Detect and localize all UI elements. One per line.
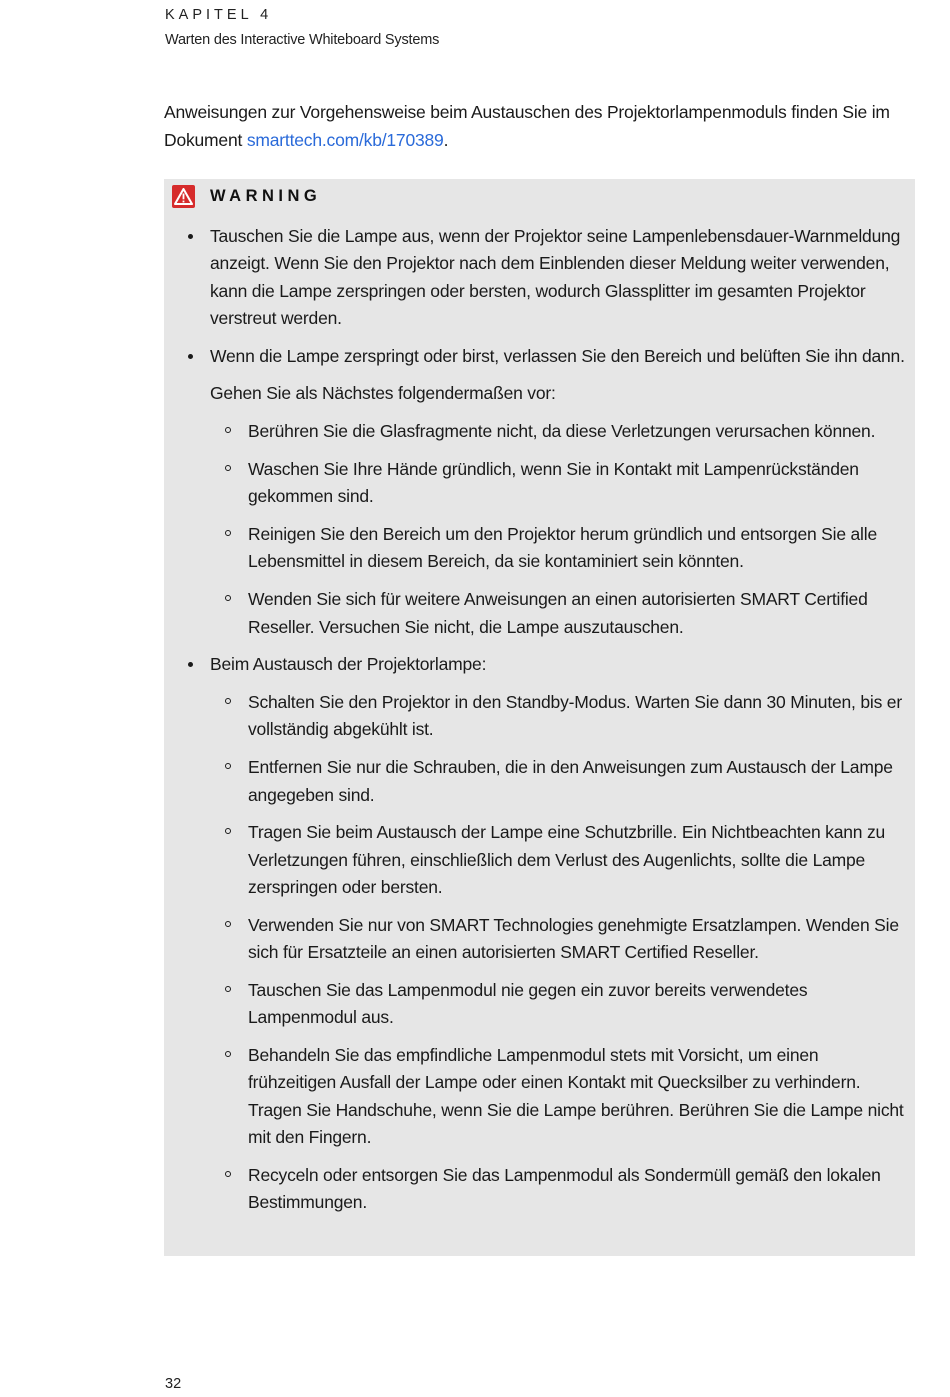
warning-note: Gehen Sie als Nächstes folgendermaßen vor: [210, 383, 556, 404]
warning-subitem [210, 754, 905, 809]
warning-title: WARNING [210, 187, 322, 205]
warning-item [164, 651, 915, 1216]
warning-subitem-text: Behandeln Sie das empfindliche Lampenmodul stets mit Vorsicht, um einen frühzeitigen Ausfall der Lampe oder einen Kontakt mit Quecksilber zu verhindern. Tragen Sie Handschuhe, wenn Sie die Lampe berühren. Berühren Sie die Lampe nicht mit den Fingern. [248, 1044, 904, 1147]
warning-subitem-text: Entfernen Sie nur die Schrauben, die in den Anweisungen zum Austausch der Lampe angegeben sind. [248, 757, 893, 805]
warning-content [164, 223, 915, 1227]
warning-triangle-icon [172, 185, 195, 208]
circle-bullet-icon [225, 427, 231, 433]
warning-subitem [210, 689, 905, 744]
chapter-title: Warten des Interactive Whiteboard Systems [165, 32, 440, 48]
intro-paragraph [164, 99, 924, 154]
warning-subitem-text: Waschen Sie Ihre Hände gründlich, wenn Sie in Kontakt mit Lampenrückständen gekommen sind. [248, 459, 859, 507]
circle-bullet-icon [225, 595, 231, 601]
circle-bullet-icon [225, 763, 231, 769]
circle-bullet-icon [225, 828, 231, 834]
warning-subitem [210, 456, 905, 511]
circle-bullet-icon [225, 921, 231, 927]
warning-subitem-text: Wenden Sie sich für weitere Anweisungen an einen autorisierten SMART Certified Reseller. Versuchen Sie nicht, die Lampe auszutauschen. [248, 589, 868, 637]
circle-bullet-icon [225, 1051, 231, 1057]
warning-subitem [210, 1042, 905, 1151]
bullet-icon [188, 234, 193, 239]
warning-subitem [210, 912, 905, 967]
intro-period: . [443, 129, 449, 150]
warning-subitem-text: Reinigen Sie den Bereich um den Projektor herum gründlich und entsorgen Sie alle Lebensmittel in diesem Bereich, da sie kontaminiert sein könnten. [248, 524, 877, 572]
circle-bullet-icon [225, 698, 231, 704]
warning-subitem [210, 586, 905, 641]
warning-subitem-text: Berühren Sie die Glasfragmente nicht, da diese Verletzungen verursachen können. [248, 421, 876, 442]
circle-bullet-icon [225, 465, 231, 471]
circle-bullet-icon [225, 530, 231, 536]
warning-subitem [210, 418, 905, 445]
warning-box [164, 179, 915, 1256]
warning-subitem-text: Tragen Sie beim Austausch der Lampe eine Schutzbrille. Ein Nichtbeachten kann zu Verletzungen führen, einschließlich dem Verlust des Augenlichts, sollte die Lampe zerspringen oder bersten. [248, 822, 886, 897]
warning-subitem-text: Recyceln oder entsorgen Sie das Lampenmodul als Sondermüll gemäß den lokalen Bestimmungen. [248, 1164, 881, 1212]
warning-subitem-text: Schalten Sie den Projektor in den Standby-Modus. Warten Sie dann 30 Minuten, bis er vollständig abgekühlt ist. [248, 692, 902, 740]
warning-header [172, 185, 321, 208]
page-number: 32 [165, 1376, 182, 1392]
warning-item-text: Beim Austausch der Projektorlampe: [210, 654, 487, 675]
circle-bullet-icon [225, 986, 231, 992]
warning-sublist [210, 689, 905, 1216]
warning-item-text: Tauschen Sie die Lampe aus, wenn der Projektor seine Lampenlebensdauer-Warnmeldung anzeigt. Wenn Sie den Projektor nach dem Einblenden dieser Meldung weiter verwenden, kann die Lampe zerspringen oder bersten, wodurch Glassplitter im gesamten Projektor verstreut werden. [210, 226, 901, 328]
warning-item [164, 343, 915, 641]
warning-subitem [210, 1162, 905, 1217]
warning-item-text: Wenn die Lampe zerspringt oder birst, verlassen Sie den Bereich und belüften Sie ihn dann. [210, 345, 905, 366]
warning-subitem-text: Verwenden Sie nur von SMART Technologies genehmigte Ersatzlampen. Wenden Sie sich für Ersatzteile an einen autorisierten SMART Certified Reseller. [248, 914, 899, 963]
warning-sublist [210, 418, 905, 641]
warning-item [164, 223, 915, 332]
bullet-icon [188, 662, 193, 667]
warning-subitem [210, 819, 905, 901]
intro-text: Anweisungen zur Vorgehensweise beim Austauschen des Projektorlampenmoduls finden Sie im Dokument [164, 102, 890, 150]
warning-subitem [210, 977, 905, 1032]
circle-bullet-icon [225, 1171, 231, 1177]
page-header [165, 6, 439, 50]
warning-list [164, 223, 915, 1216]
kb-link[interactable]: smarttech.com/kb/170389 [246, 129, 444, 150]
warning-subitem [210, 521, 905, 576]
warning-subitem-text: Tauschen Sie das Lampenmodul nie gegen ein zuvor bereits verwendetes Lampenmodul aus. [248, 979, 808, 1028]
bullet-icon [188, 354, 193, 359]
chapter-label: KAPITEL 4 [165, 7, 273, 23]
